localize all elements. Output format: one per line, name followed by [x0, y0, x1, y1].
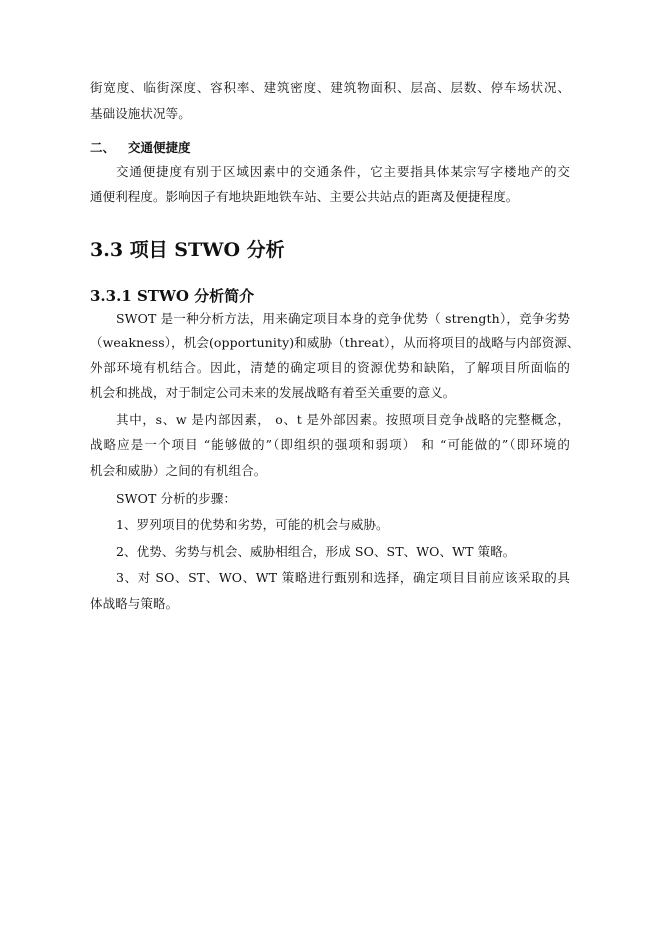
factors-para-line-3: 机会和威胁）之间的有机组合。: [90, 463, 267, 478]
section-2-title: 交通便捷度: [128, 140, 191, 155]
intro-line-2: 基础设施状况等。: [90, 106, 191, 121]
swot-para-line-3: 外部环境有机结合。因此，清楚的确定项目的资源优势和缺陷，了解项目所面临的: [90, 360, 570, 375]
swot-para-line-4: 机会和挑战，对于制定公司未来的发展战略有着至关重要的意义。: [90, 385, 456, 400]
factors-para-line-2: 战略应是一个项目 “能够做的”（即组织的强项和弱项） 和 “可能做的”（即环境的: [90, 437, 570, 452]
swot-para-line-2: （weakness），机会(opportunity)和威胁（threat），从而将项目的战略与内部资源、: [90, 335, 580, 350]
step-3-line-2: 体战略与策略。: [90, 596, 179, 611]
steps-intro: SWOT 分析的步骤：: [116, 491, 237, 506]
step-2: 2、优势、劣势与机会、威胁相组合，形成 SO、ST、WO、WT 策略。: [116, 544, 516, 559]
heading-3-3: 3.3 项目 STWO 分析: [90, 239, 285, 261]
intro-line-1: 街宽度、临街深度、容积率、建筑密度、建筑物面积、层高、层数、停车场状况、: [90, 80, 570, 95]
step-3-line-1: 3、对 SO、ST、WO、WT 策略进行甄别和选择，确定项目目前应该采取的具: [116, 570, 570, 585]
section-2-heading: [90, 140, 191, 156]
factors-para-line-1: 其中，s、w 是内部因素， o、t 是外部因素。按照项目竞争战略的完整概念，: [116, 412, 570, 427]
section-2-para-line-2: 通便利程度。影响因子有地块距地铁车站、主要公共站点的距离及便捷程度。: [90, 189, 519, 204]
section-2-number: 二、: [90, 140, 116, 155]
step-1: 1、罗列项目的优势和劣势，可能的机会与威胁。: [116, 517, 389, 532]
heading-3-3-1: 3.3.1 STWO 分析简介: [90, 287, 255, 305]
swot-para-line-1: SWOT 是一种分析方法，用来确定项目本身的竞争优势（ strength），竞争劣势: [116, 311, 570, 326]
section-2-para-line-1: 交通便捷度有别于区域因素中的交通条件，它主要指具体某宗写字楼地产的交: [116, 164, 570, 179]
